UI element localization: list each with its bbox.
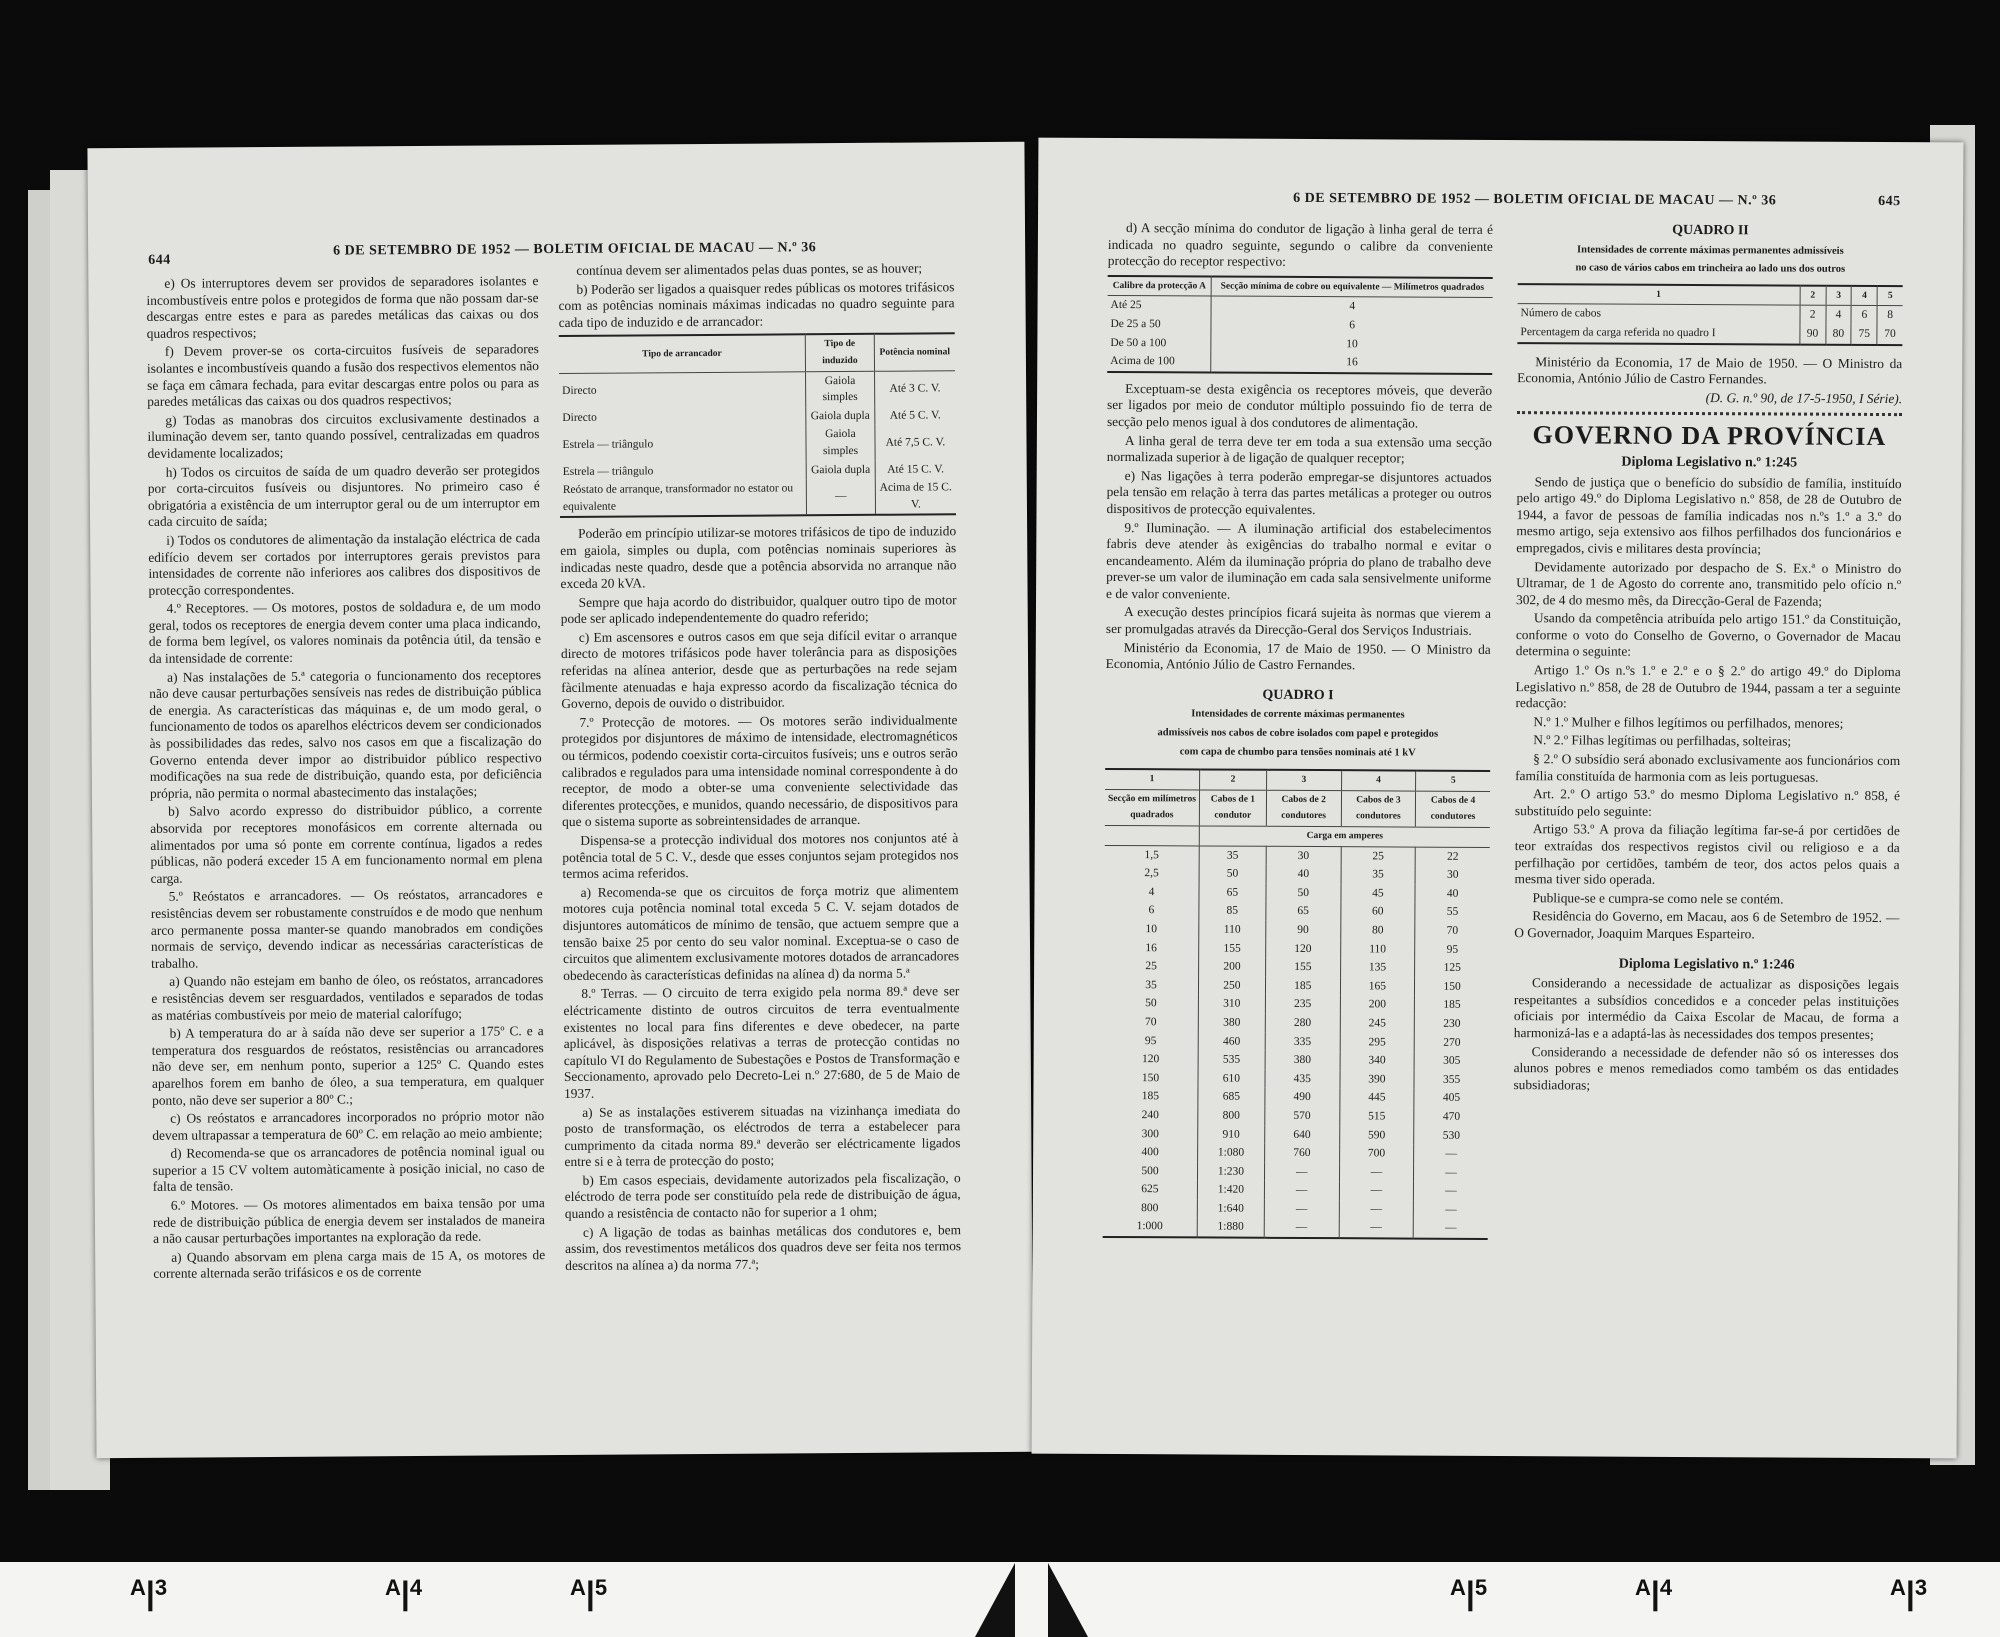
- table-cell: 910: [1198, 1125, 1265, 1144]
- table-header: Tipo de arrancador: [559, 335, 806, 373]
- table-cell: Directo: [562, 384, 597, 397]
- quadro2-row-label: Percentagem da carga referida no quadro I: [1517, 323, 1799, 344]
- table-cell: Até 5 C. V.: [875, 406, 956, 425]
- table-cell: 4: [1211, 296, 1492, 317]
- table-cell: 700: [1339, 1144, 1414, 1163]
- paragraph: c) Os reóstatos e arrancadores incorporados no próprio motor não devem ultrapassar a temperatura de 60º C. em relação ao meio ambiente;: [152, 1108, 545, 1143]
- table-cell: 4: [1826, 306, 1852, 325]
- table-cell: 110: [1199, 920, 1266, 939]
- table-cell: —: [1339, 1200, 1414, 1219]
- table-cell: 75: [1851, 325, 1877, 345]
- column-number: 5: [1877, 286, 1902, 306]
- table-cell: Até 7,5 C. V.: [875, 425, 956, 461]
- table-header: Cabos de 2 condutores: [1266, 790, 1341, 827]
- table-cell: 8: [1877, 306, 1902, 325]
- paragraph: Devidamente autorizado por despacho de S. Ex.ª o Ministro do Ultramar, de 1 de Agosto do corrente ano, transmitido pelo ofício n.º 302, de 4 do mesmo mês, da Direcção-Geral de Fazenda;: [1516, 558, 1902, 609]
- table-cell: 85: [1199, 902, 1266, 921]
- table-header: Cabos de 4 condutores: [1416, 791, 1490, 828]
- table-row: [1104, 976, 1489, 997]
- paragraph: i) Todos os condutores de alimentação da instalação eléctrica de cada edifício devem ser cortados por interruptores gerais previstos para intensidades de corrente não inferiores aos calibres dos dispositivos de protecção correspondentes.: [148, 530, 541, 598]
- paragraph: Ministério da Economia, 17 de Maio de 1950. — O Ministro da Economia, António Júlio de Castro Fernandes.: [1105, 639, 1491, 673]
- paragraph: e) Nas ligações à terra poderão empregar-se disjuntores actuados pela tensão em relação à terra das partes metálicas a proteger ou outros dispositivos de protecção equivalentes.: [1106, 467, 1492, 517]
- table-cell: 16: [1145, 941, 1157, 954]
- ruler-mark: $^A|^4$: [385, 1575, 423, 1611]
- left-page: [87, 142, 1033, 1459]
- paragraph: Sendo de justiça que o benefício do subsídio de família, instituído pelo artigo 49.º do Diploma Legislativo n.º 858, de 28 de Outubro de 1944, a favor de pessoas de família indicadas nos n.ºs 1.º a 3.º do mesmo artigo, seja extensivo aos filhos perfilhados dos funcionários e empregados, civis e militares desta província;: [1516, 473, 1902, 557]
- paragraph: N.º 2.º Filhas legítimas ou perfilhadas, solteiras;: [1533, 732, 1792, 749]
- quadro1-subtitle-1: Intensidades de corrente máximas permanentes: [1191, 708, 1405, 721]
- paragraph: Dispensa-se a protecção individual dos motores nos conjuntos até à potência total de 5 C. V., desde que esses conjuntos sejam protegidos nos termos acima referidos.: [562, 830, 959, 882]
- table-cell: Estrela — triângulo: [562, 464, 654, 478]
- table-cell: Gaiola dupla: [806, 460, 875, 479]
- table-row: [560, 478, 956, 517]
- quadro1-title: QUADRO I: [1262, 687, 1334, 703]
- table-cell: Até 25: [1110, 299, 1142, 312]
- quadro2-source: (D. G. n.º 90, de 17-5-1950, I Série).: [1705, 389, 1903, 406]
- table-cell: 1,5: [1144, 848, 1159, 861]
- table-cell: —: [1414, 1200, 1488, 1219]
- left-column-2: [558, 260, 961, 1276]
- table-cell: 590: [1339, 1126, 1414, 1145]
- table-cell: Acima de 100: [1107, 352, 1211, 372]
- table-cell: 35: [1145, 978, 1157, 991]
- arrow-right-mark: [1048, 1563, 1088, 1637]
- table-row: [1107, 352, 1492, 374]
- table-cell: 230: [1415, 1015, 1489, 1034]
- table-row: [1103, 1217, 1488, 1239]
- paragraph: 4.º Receptores. — Os motores, postos de soldadura e, de um modo geral, todos os receptores de energia devem conter uma placa indicando, de forma bem legível, os valores nominais da potência útil, da tensão e da intensidade de corrente:: [148, 598, 541, 666]
- table-cell: 16: [1211, 353, 1492, 374]
- table-cell: 95: [1144, 1034, 1157, 1047]
- table-cell: 2,5: [1144, 867, 1159, 880]
- table-cell: 1:880: [1197, 1218, 1264, 1238]
- table-cell: 295: [1340, 1033, 1415, 1052]
- table-cell: 110: [1340, 940, 1415, 959]
- table-row: [1104, 883, 1489, 904]
- table-cell: 1:420: [1197, 1181, 1264, 1200]
- table-cell: 65: [1199, 883, 1266, 902]
- table-cell: —: [1264, 1218, 1339, 1238]
- table-cell: 760: [1264, 1144, 1339, 1163]
- paragraph: b) Salvo acordo expresso do distribuidor público, a corrente absorvida por receptores monofásicos em corrente alternada ou alimentados por uma só ponte em corrente contínua, ligados a redes públicas, não poderá exceder 15 A em funcionamento normal em plena carga.: [150, 801, 543, 886]
- arrow-left-mark: [975, 1563, 1015, 1637]
- table-cell: 6: [1851, 306, 1877, 325]
- table-row: [559, 425, 955, 463]
- table-cell: 200: [1340, 996, 1415, 1015]
- table-cell: 125: [1415, 959, 1489, 978]
- table-cell: 25: [1341, 846, 1416, 865]
- quadro2-table: [1517, 283, 1902, 346]
- table-cell: 50: [1145, 997, 1157, 1010]
- right-column-1: [1103, 220, 1493, 1240]
- quadro2-subtitle-1: Intensidades de corrente máximas permanentes admissíveis: [1577, 244, 1844, 257]
- quadro2-subtitle-2: no caso de vários cabos em trincheira ao lado uns dos outros: [1575, 262, 1846, 276]
- paragraph: Considerando a necessidade de defender não só os interesses dos alunos pobres e menos remediados como também os das entidades subsidiadoras;: [1513, 1043, 1899, 1093]
- table-cell: 80: [1825, 325, 1851, 345]
- table-cell: 80: [1340, 921, 1415, 940]
- table-row: [1104, 920, 1489, 941]
- table-cell: 1:000: [1103, 1217, 1198, 1237]
- table-cell: Gaiola simples: [806, 371, 875, 407]
- paragraph: 7.º Protecção de motores. — Os motores serão individualmente protegidos por disjuntores de máximo de intensidade, electromagnéticos ou térmicos, podendo coexistir corta-circuitos fusíveis; uns e outros serão calibrados e regulados para uma intensidade nominal correspondente à do receptor, de modo a obter-se uma conveniente selectividade das diferentes protecções, e munidos, quando necessário, de dispositivos para que o sistema suporte as sobreintensidades de arranque.: [561, 712, 959, 830]
- table-cell: 245: [1340, 1014, 1415, 1033]
- table-row: [1103, 1162, 1488, 1183]
- table-row: [1107, 334, 1492, 355]
- column-number: 1: [1105, 769, 1200, 790]
- right-column-2: [1513, 222, 1903, 1097]
- table-cell: 240: [1141, 1109, 1159, 1122]
- paragraph: a) Se as instalações estiverem situadas na vizinhança imediata do posto de transformação, os eléctrodos de terra a estabelecer para cumprimento da citada norma 89.ª deverão ser eléctricamente ligados entre si e à terra de protecção do posto;: [564, 1101, 961, 1170]
- table-cell: 355: [1414, 1070, 1488, 1089]
- paragraph: a) Recomenda-se que os circuitos de força motriz que alimentem motores cuja potência nominal total exceda 5 C. V. sejam dotados de disjuntores automáticos de mínimo de tensão, que actuem sempre que a tensão baixe 25 por cento do seu valor nominal. Exceptua-se o caso de circuitos que alimentem exclusivamente motores dotados de arrancadores obedecendo às características definidas na alínea d) da norma 5.ª: [562, 882, 960, 983]
- table-header: Calibre da protecção A: [1108, 276, 1212, 297]
- paragraph: g) Todas as manobras dos circuitos exclusivamente destinados a iluminação devem ser, tanto quando possível, centralizadas em quadros devidamente localizados;: [147, 409, 540, 461]
- paragraph: f) Devem prover-se os corta-circuitos fusíveis de separadores isolantes e incombustíveis quando a fusão dos respectivos elementos não se faça em câmara fechada, para evitar descargas entre polos ou para as paredes metálicas das caixas ou dos quadros respectivos;: [146, 341, 540, 410]
- left-column-1: [146, 273, 545, 1285]
- table-cell: 530: [1414, 1126, 1488, 1145]
- table-cell: 625: [1141, 1183, 1159, 1196]
- table-cell: 40: [1266, 865, 1341, 884]
- table-cell: 165: [1340, 977, 1415, 996]
- table-row: [1104, 1050, 1489, 1071]
- ruler-mark: $^A|^3$: [1890, 1575, 1928, 1611]
- table-cell: 2: [1800, 305, 1826, 324]
- table-cell: 185: [1265, 977, 1340, 996]
- table-cell: —: [806, 479, 875, 516]
- table-cell: De 50 a 100: [1110, 336, 1167, 349]
- paragraph: b) Em casos especiais, devidamente autorizados pela fiscalização, o eléctrodo de terra pode ser constituído pela rede de distribuição de água, quando a resistência de contacto não for superior a 1 ohm;: [564, 1170, 961, 1222]
- table-cell: —: [1339, 1163, 1414, 1182]
- table-cell: 500: [1141, 1164, 1159, 1177]
- table-cell: 30: [1415, 866, 1489, 885]
- table-row: [1104, 957, 1489, 978]
- table-row: [1105, 845, 1490, 866]
- table-cell: 390: [1340, 1070, 1415, 1089]
- paragraph: d) A secção mínima do condutor de ligação à linha geral de terra é indicada no quadro seguinte, segundo o calibre da conveniente protecção do receptor respectivo:: [1107, 220, 1494, 270]
- table-cell: Acima de 15 C. V.: [875, 478, 956, 515]
- table-cell: 185: [1141, 1090, 1160, 1103]
- table-cell: 235: [1265, 995, 1340, 1014]
- table-cell: 445: [1339, 1088, 1414, 1107]
- table-cell: —: [1264, 1200, 1339, 1219]
- table-cell: 380: [1198, 1013, 1265, 1032]
- paragraph: a) Nas instalações de 5.ª categoria o funcionamento dos receptores não deve causar perturbações sensíveis nas redes de distribuição pública de energia. As características das máquinas e, de um modo geral, o funcionamento de todos os aparelhos eléctricos devem ser condicionados às possibilidades das redes, salvo nos casos em que a fiscalização do Governo entenda dever impor ao distribuidor público respectivo modificações na sua rede de distribuição, quando esta, por deficiência própria, não permita o normal abastecimento das instalações;: [149, 666, 542, 801]
- table-header: Secção mínima de cobre ou equivalente — Milímetros quadrados: [1212, 276, 1493, 298]
- paragraph: Sempre que haja acordo do distribuidor, qualquer outro tipo de motor pode ser aplicado independentemente do quadro referido;: [560, 591, 957, 627]
- table-cell: 90: [1266, 921, 1341, 940]
- table-cell: 50: [1266, 884, 1341, 903]
- table-cell: 155: [1199, 939, 1266, 958]
- table-cell: 150: [1415, 977, 1489, 996]
- diploma-1245-title: Diploma Legislativo n.º 1:245: [1621, 454, 1798, 471]
- paragraph: N.º 1.º Mulher e filhos legítimos ou perfilhados, menores;: [1533, 714, 1844, 731]
- table-row: [1103, 1124, 1488, 1145]
- paragraph: Exceptuam-se desta exigência os receptores móveis, que deverão ser ligados por meio de condutor múltiplo possuindo fio de terra de secção pelo menos igual à dos condutores de alimentação.: [1106, 380, 1493, 431]
- table-row: [1104, 939, 1489, 960]
- quadro1-unit-row: Carga em amperes: [1199, 826, 1490, 847]
- table-header: Cabos de 3 condutores: [1341, 790, 1416, 827]
- table-cell: Até 3 C. V.: [874, 370, 955, 406]
- table-cell: 65: [1266, 902, 1341, 921]
- left-page-header: 6 DE SETEMBRO DE 1952 — BOLETIM OFICIAL DE MACAU — N.º 36: [333, 240, 817, 259]
- column-number: 4: [1341, 770, 1416, 790]
- table-cell: 610: [1198, 1069, 1265, 1088]
- paragraph: 9.º Iluminação. — A iluminação artificial dos estabelecimentos fabris deve atender às exigências do trabalho normal e evitar o encandeamento. Além da iluminação própria do plano de trabalho deve prever-se um valor de iluminação em cada sala sensivelmente uniforme e de valor conveniente.: [1106, 519, 1492, 602]
- table-cell: 335: [1265, 1032, 1340, 1051]
- paragraph: 6.º Motores. — Os motores alimentados em baixa tensão por uma rede de distribuição pública de energia devem ser instalados de maneira a não causar perturbações importantes na exploração da rede.: [152, 1195, 545, 1247]
- diploma-1246-title: Diploma Legislativo n.º 1:246: [1618, 956, 1795, 973]
- table-row: [1108, 296, 1493, 317]
- paragraph: Artigo 53.º A prova da filiação legítima far-se-á por certidões de teor extraídas dos respectivos registos civil ou religioso e a da perfilhação por certidões, também de teor, dos actos pelos quais a mesma tiver sido operada.: [1514, 821, 1900, 888]
- right-page-header: 6 DE SETEMBRO DE 1952 — BOLETIM OFICIAL DE MACAU — N.º 36: [1293, 190, 1777, 209]
- table-cell: Estrela — triângulo: [562, 437, 654, 451]
- table-cell: 70: [1877, 325, 1902, 345]
- section-divider: [1517, 411, 1902, 419]
- table-cell: 30: [1266, 846, 1341, 865]
- table-cell: Até 15 C. V.: [875, 460, 956, 479]
- column-number: 3: [1266, 770, 1341, 790]
- table-cell: 1:080: [1198, 1144, 1265, 1163]
- table-header: Potência nominal: [874, 334, 955, 371]
- table-cell: 50: [1199, 865, 1266, 884]
- paragraph: b) A temperatura do ar à saída não deve ser superior a 175º C. e a temperatura dos resguardos de reóstatos, resistências ou arrancadores não deve ser, em nenhum ponto, superior a 125º C. Quando estes aparelhos forem em banho de óleo, a sua temperatura, em qualquer ponto, não deve ser superior a 80º C.;: [151, 1023, 545, 1108]
- paragraph: A linha geral de terra deve ter em toda a sua extensão uma secção normalizada superior à de ligação de qualquer receptor;: [1106, 432, 1492, 466]
- table-cell: 800: [1141, 1202, 1159, 1215]
- table-cell: 45: [1341, 884, 1416, 903]
- motor-table: [559, 333, 956, 519]
- table-cell: Gaiola simples: [806, 425, 875, 461]
- quadro2-row-label: Número de cabos: [1520, 307, 1602, 320]
- paragraph: Art. 2.º O artigo 53.º do mesmo Diploma Legislativo n.º 858, é substituído pelo seguinte:: [1514, 786, 1901, 819]
- table-cell: —: [1414, 1145, 1488, 1164]
- table-cell: 155: [1265, 958, 1340, 977]
- table-cell: 120: [1266, 939, 1341, 958]
- table-cell: —: [1264, 1162, 1339, 1181]
- table-header: Cabos de 1 condutor: [1199, 790, 1266, 827]
- paragraph: e) Os interruptores devem ser providos de separadores isolantes e incombustíveis entre polos e protegidos de forma que não possam dar-se descargas entre estes e para as paredes metálicas das caixas ou dos quadros respectivos;: [146, 273, 539, 341]
- quadro1-subtitle-3: com capa de chumbo para tensões nominais até 1 kV: [1179, 745, 1416, 759]
- paragraph: 8.º Terras. — O circuito de terra exigido pela norma 89.ª deve ser eléctricamente distinto de outros circuitos de terra eventualmente existentes no local para fins diferentes e deve obedecer, na parte aplicável, às disposições relativas a terras de protecção contidas no capítulo VI do Regulamento de Subestações e Postos de Transformação e Seccionamento, aprovado pelo Decreto-Lei n.º 27:680, de 5 de Maio de 1937.: [563, 983, 960, 1101]
- table-cell: 340: [1340, 1051, 1415, 1070]
- table-cell: —: [1414, 1163, 1488, 1182]
- paragraph: Artigo 1.º Os n.ºs 1.º e 2.º e o § 2.º do artigo 49.º do Diploma Legislativo n.º 858, de 28 de Outubro de 1944, passam a ter a seguinte redacção:: [1515, 662, 1901, 711]
- quadro2-title: QUADRO II: [1672, 222, 1749, 239]
- table-cell: 10: [1145, 923, 1158, 936]
- table-row: [559, 370, 955, 408]
- table-row: [1104, 901, 1489, 922]
- table-cell: 460: [1198, 1032, 1265, 1051]
- table-cell: 90: [1800, 325, 1826, 345]
- table-cell: 22: [1415, 847, 1489, 866]
- paragraph: h) Todos os circuitos de saída de um quadro deverão ser protegidos por corta-circuitos fusíveis ou disjuntores. No primeiro caso é obrigatória a existência de um interruptor geral ou de um interruptor em cada circuito de saída;: [147, 461, 540, 530]
- table-row: [1103, 1143, 1488, 1164]
- table-cell: 40: [1415, 884, 1489, 903]
- paragraph: Residência do Governo, em Macau, aos 6 de Setembro de 1952. — O Governador, Joaquim Marques Esparteiro.: [1514, 908, 1900, 942]
- table-row: [1103, 1180, 1488, 1201]
- table-row: [1103, 1199, 1488, 1220]
- ruler-mark: $^A|^5$: [1450, 1575, 1488, 1611]
- paragraph: a) Quando absorvam em plena carga mais de 15 A, os motores de corrente alternada serão trifásicos e os de corrente: [153, 1246, 546, 1282]
- ruler-mark: $^A|^4$: [1635, 1575, 1673, 1611]
- table-cell: —: [1414, 1182, 1488, 1201]
- table-cell: 4: [1148, 885, 1155, 898]
- quadro1-table: [1103, 768, 1490, 1240]
- table-cell: —: [1339, 1219, 1414, 1239]
- paragraph: b) Poderão ser ligados a quaisquer redes públicas os motores trifásicos com as potências nominais máximas indicadas no quadro seguinte para cada tipo de induzido e de arrancador:: [558, 278, 955, 330]
- column-number: 2: [1800, 285, 1826, 305]
- table-cell: 270: [1414, 1033, 1488, 1052]
- table-cell: —: [1264, 1181, 1339, 1200]
- paragraph: c) A ligação de todas as bainhas metálicas dos condutores e, bem assim, dos revestimentos metálicos dos quadros deve ser feita nos termos descritos na alínea a) da norma 77.ª;: [565, 1221, 962, 1273]
- paragraph: Poderão em princípio utilizar-se motores trifásicos de tipo de induzido em gaiola, simples ou dupla, com potências nominais superiores às indicadas neste quadro, desde que a potência absorvida no arranque não exceda 20 kVA.: [560, 523, 957, 592]
- table-cell: 10: [1211, 334, 1492, 354]
- table-cell: 120: [1141, 1053, 1160, 1066]
- section-table: [1107, 275, 1493, 375]
- table-row: [1103, 1087, 1488, 1108]
- column-number: 4: [1851, 286, 1877, 306]
- table-cell: 490: [1265, 1088, 1340, 1107]
- table-cell: —: [1413, 1219, 1487, 1239]
- table-cell: 570: [1265, 1107, 1340, 1126]
- table-cell: 35: [1341, 865, 1416, 884]
- table-cell: 405: [1414, 1089, 1488, 1108]
- quadro2-signature: Ministério da Economia, 17 de Maio de 1950. — O Ministro da Economia, António Júlio de Castro Fernandes.: [1517, 353, 1903, 387]
- table-row: [1104, 1013, 1489, 1034]
- table-cell: 95: [1415, 940, 1489, 959]
- table-cell: 305: [1414, 1052, 1488, 1071]
- table-cell: 280: [1265, 1014, 1340, 1033]
- paragraph: c) Em ascensores e outros casos em que seja difícil evitar o arranque directo de motores trifásicos pode haver tolerância para as disposições referidas na alínea anterior, desde que as perturbações na rede sejam fàcilmente atenuadas e haja expresso acordo da fiscalização técnica do Governo, depois de ouvido o distribuidor.: [560, 627, 958, 712]
- table-cell: 185: [1415, 996, 1489, 1015]
- table-cell: 70: [1415, 922, 1489, 941]
- right-page-number: 645: [1878, 193, 1901, 210]
- paragraph: A execução destes princípios ficará sujeita às normas que vierem a ser promulgadas através da Direcção-Geral dos Serviços Industriais.: [1105, 604, 1492, 638]
- table-cell: 435: [1265, 1070, 1340, 1089]
- governo-title: GOVERNO DA PROVÍNCIA: [1532, 420, 1887, 452]
- table-cell: 25: [1145, 960, 1157, 973]
- table-row: [1103, 1069, 1488, 1090]
- paragraph: 5.º Reóstatos e arrancadores. — Os reóstatos, arrancadores e resistências devem ser robustamente construídos e de modo que nenhum arco permanente possa manter-se quando manobrados em condições normais de serviço, devendo indicar as necessárias características de trabalho.: [150, 886, 544, 971]
- column-number: 3: [1826, 285, 1852, 305]
- table-cell: 60: [1340, 903, 1415, 922]
- column-number: 1: [1518, 284, 1800, 306]
- table-cell: 685: [1198, 1088, 1265, 1107]
- table-cell: 150: [1141, 1071, 1160, 1084]
- table-cell: 6: [1211, 315, 1492, 335]
- table-header: Tipo de induzido: [805, 334, 874, 371]
- table-cell: 55: [1415, 903, 1489, 922]
- column-number: 5: [1416, 771, 1490, 791]
- paragraph: d) Recomenda-se que os arrancadores de potência nominal igual ou superior a 15 CV voltem automàticamente à posição inicial, no caso de falta de tensão.: [152, 1143, 545, 1195]
- table-cell: 380: [1265, 1051, 1340, 1070]
- paragraph: a) Quando não estejam em banho de óleo, os reóstatos, arrancadores e resistências devem ser resguardados, ventilados e separados de todas as matérias combustíveis por meio de material calorífugo;: [151, 971, 544, 1023]
- table-cell: 300: [1141, 1127, 1159, 1140]
- left-page-number: 644: [148, 252, 171, 268]
- table-cell: 6: [1148, 904, 1155, 917]
- table-cell: —: [1339, 1181, 1414, 1200]
- table-cell: 800: [1198, 1106, 1265, 1125]
- table-cell: 1:640: [1197, 1199, 1264, 1218]
- right-page: [1032, 138, 1964, 1459]
- table-cell: 535: [1198, 1051, 1265, 1070]
- table-row: [1107, 315, 1492, 336]
- table-header: Secção em milímetros quadrados: [1105, 789, 1200, 826]
- paragraph: Publique-se e cumpra-se como nele se contém.: [1532, 889, 1784, 907]
- table-cell: 640: [1265, 1125, 1340, 1144]
- table-row: [1103, 1106, 1488, 1127]
- table-row: [1105, 864, 1490, 885]
- table-cell: Reóstato de arranque, transformador no estator ou equivalente: [560, 479, 807, 517]
- table-cell: 310: [1198, 995, 1265, 1014]
- table-row: [1104, 1031, 1489, 1052]
- quadro1-subtitle-2: admissíveis nos cabos de cobre isolados com papel e protegidos: [1157, 727, 1439, 740]
- column-number: 2: [1199, 770, 1266, 790]
- paragraph: contínua devem ser alimentados pelas duas pontes, se as houver;: [576, 260, 923, 278]
- table-cell: Gaiola dupla: [806, 407, 875, 426]
- table-cell: Directo: [562, 411, 597, 424]
- ruler-mark: $^A|^5$: [570, 1575, 608, 1611]
- table-cell: 250: [1198, 976, 1265, 995]
- ruler-mark: $^A|^3$: [130, 1575, 168, 1611]
- table-cell: 200: [1199, 958, 1266, 977]
- table-cell: De 25 a 50: [1110, 317, 1161, 331]
- table-cell: 70: [1145, 1016, 1157, 1029]
- table-cell: 1:230: [1197, 1162, 1264, 1181]
- table-cell: 400: [1141, 1146, 1159, 1159]
- paragraph: Usando da competência atribuída pelo artigo 151.º da Constituição, conforme o voto do Conselho de Governo, o Governador de Macau determina o seguinte:: [1515, 610, 1901, 660]
- table-cell: 515: [1339, 1107, 1414, 1126]
- paragraph: Considerando a necessidade de actualizar as disposições legais respeitantes a subsídios concedidos e a conceder pelas instituições oficiais por intermédio da Caixa Escolar de Macau, de forma a harmonizá-las e a adaptá-las às necessidades dos tempos presentes;: [1513, 975, 1900, 1042]
- table-cell: 470: [1414, 1107, 1488, 1126]
- table-cell: 35: [1199, 846, 1266, 865]
- paragraph: § 2.º O subsídio será abonado exclusivamente aos funcionários com família constituída de harmonia com as leis portuguesas.: [1515, 751, 1901, 785]
- table-cell: 135: [1340, 958, 1415, 977]
- table-row: [1104, 994, 1489, 1015]
